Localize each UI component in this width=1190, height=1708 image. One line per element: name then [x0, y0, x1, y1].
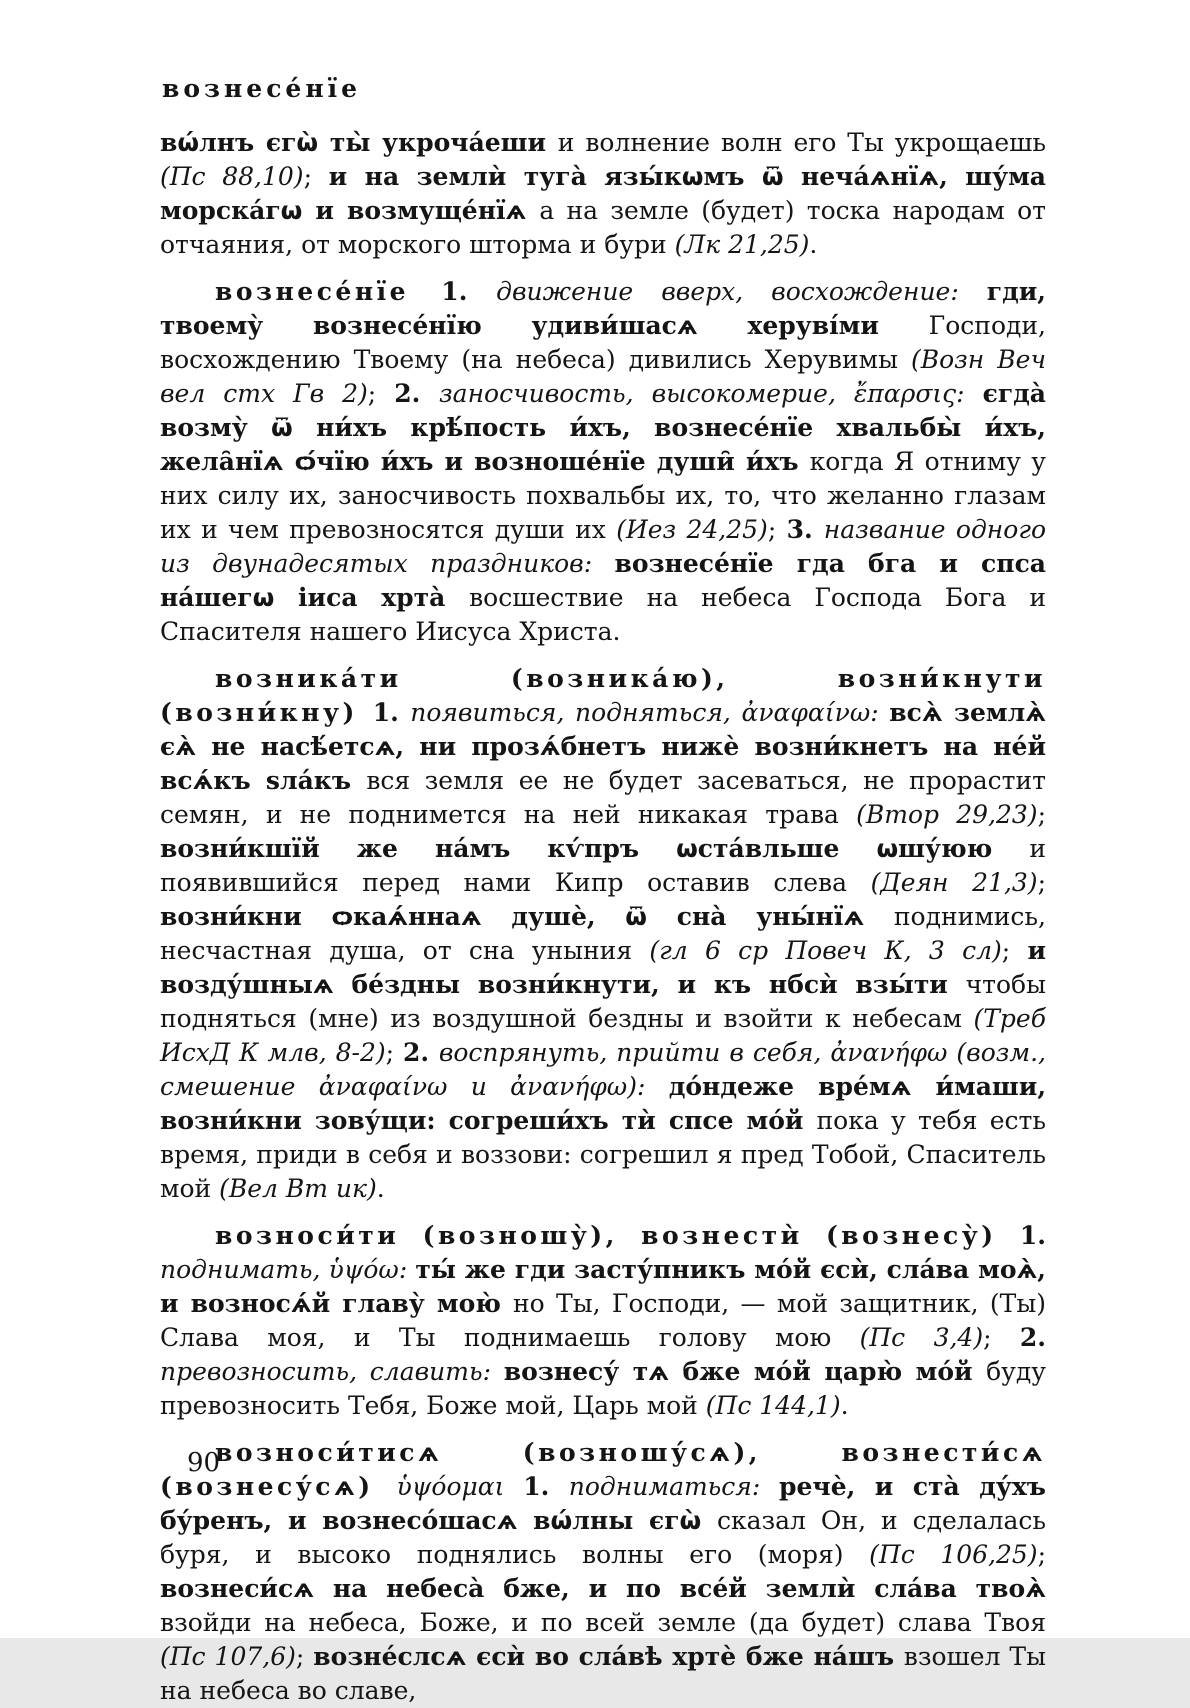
russian-translation: . [809, 230, 818, 259]
italic-gloss: поднимать, [160, 1255, 329, 1284]
church-slavonic-text: вѡ́лнъ єгѡ̀ ты̀ укроча́еши [160, 128, 558, 157]
russian-translation: . [840, 1391, 849, 1420]
russian-translation: ; [303, 162, 329, 191]
russian-translation: взошел Ты на небеса во славе, [160, 1642, 1047, 1705]
russian-translation: ; [1037, 1540, 1046, 1569]
italic-gloss: название одного из двунадесятых праздников: [160, 515, 1047, 578]
greek-term: ὑψόομαι [396, 1472, 524, 1501]
headword: возноси́ти (возношу̀), вознестѝ (вознесу̀) [215, 1221, 1020, 1250]
dictionary-entry [160, 1219, 1046, 1423]
italic-gloss: превозносить, славить: [160, 1357, 504, 1386]
greek-term: ἀνανήφω [510, 1072, 628, 1101]
church-slavonic-text: гди, твоему̀ вознесе́нїю удиви́шасѧ херуві́ми [160, 277, 1046, 340]
church-slavonic-text: и на землѝ туга̀ язы́кѡмъ ѿ неча́ѧнїѧ, шу́ма морска́гѡ и возмуще́нїѧ [160, 162, 1047, 225]
running-head: вознесе́нїе [162, 74, 362, 103]
russian-translation: но Ты, Господи, — мой защитник, (Ты) Слава моя, и Ты поднимаешь голову мою [160, 1289, 1046, 1352]
sense-number: 2. [403, 1038, 439, 1067]
sense-number: 3. [786, 515, 824, 544]
sense-number: 1. [1019, 1221, 1046, 1250]
source-reference: (Возн Веч вел стх Гв 2) [160, 345, 1046, 408]
church-slavonic-text: возни́кни ѻкаѧ́ннаѧ душѐ, ѿ сна̀ уны́нїѧ [160, 902, 894, 931]
russian-translation: взойди на небеса, Боже, и по всей земле (да будет) слава Твоя [160, 1608, 1046, 1637]
russian-translation: ; [295, 1642, 314, 1671]
russian-translation: ; [1037, 800, 1046, 829]
greek-term: ἔπαρσις: [853, 379, 983, 408]
italic-gloss: подниматься: [568, 1472, 780, 1501]
church-slavonic-text: вознесе́нїе гда бга и спса на́шегѡ іиса хрта̀ [160, 549, 1046, 612]
russian-translation: ; [1037, 868, 1046, 897]
source-reference: (Лк 21,25) [674, 230, 810, 259]
source-reference: (Пс 106,25) [869, 1540, 1038, 1569]
greek-term: ἀνανήφω [830, 1038, 957, 1067]
source-reference: (Втор 29,23) [856, 800, 1038, 829]
russian-translation: вся земля ее не будет засеваться, не прорастит семян, и не поднимется на ней никакая трава [160, 766, 1047, 829]
greek-term: ἀναφαίνω [318, 1072, 471, 1101]
headword: возника́ти (возника́ю), возни́кнути (возни́кну) [160, 664, 1046, 727]
source-reference: (Деян 21,3) [870, 868, 1038, 897]
source-reference: (Иез 24,25) [616, 515, 768, 544]
sense-number: 1. [372, 698, 411, 727]
sense-number: 2. [394, 379, 440, 408]
russian-translation: ; [1001, 936, 1028, 965]
italic-gloss: и [470, 1072, 511, 1101]
russian-translation: а на земле (будет) тоска народам от отчаяния, от морского шторма и бури [160, 196, 1046, 259]
continued-paragraph [160, 126, 1046, 262]
italic-gloss: ): [627, 1072, 669, 1101]
russian-translation: ; [385, 1038, 403, 1067]
church-slavonic-text: ты́ же гди засту́пникъ мо́й єсѝ, сла́ва моѧ̀, и возносѧ́й главу̀ мою̀ [160, 1255, 1047, 1318]
sense-number: 2. [1019, 1323, 1047, 1352]
russian-translation: когда Я отниму у них силу их, заносчивость похвальбы их, то, что желанно глазам их и чем превозносятся души их [160, 447, 1046, 544]
russian-translation: ; [767, 515, 787, 544]
russian-translation: буду превозносить Тебя, Боже мой, Царь мой [160, 1357, 1046, 1420]
italic-gloss: (возм., смешение [160, 1038, 1047, 1101]
page-number: 90 [187, 1448, 221, 1478]
russian-translation: ; [983, 1323, 1020, 1352]
russian-translation: и появившийся перед нами Кипр оставив слева [160, 834, 1046, 897]
page-body [160, 126, 1046, 1708]
russian-translation: восшествие на небеса Господа Бога и Спасителя нашего Иисуса Христа. [160, 583, 1046, 646]
russian-translation: пока у тебя есть время, приди в себя и воззови: согрешил я пред Тобой, Спаситель мой [160, 1106, 1047, 1203]
sense-number: 1. [523, 1472, 569, 1501]
dictionary-entry [160, 1436, 1046, 1708]
greek-term: ἀναφαίνω: [741, 698, 890, 727]
source-reference: (Пс 88,10) [160, 162, 304, 191]
church-slavonic-text: до́ндеже вре́мѧ и́маши, возни́кни зову́щи: согреши́хъ тѝ спсе мо́й [160, 1072, 1047, 1135]
source-reference: (Пс 3,4) [859, 1323, 984, 1352]
source-reference: (гл 6 ср Повеч К, 3 сл) [649, 936, 1002, 965]
russian-translation: сказал Он, и сделалась буря, и высоко поднялись волны его (моря) [160, 1506, 1046, 1569]
church-slavonic-text: возне́слсѧ єсѝ во сла́вѣ хртѐ бже на́шъ [313, 1642, 904, 1671]
russian-translation: ; [367, 379, 395, 408]
italic-gloss: движение вверх, восхождение: [496, 277, 987, 306]
source-reference: (Вел Вт ик) [219, 1174, 377, 1203]
russian-translation: Господи, восхождению Твоему (на небеса) дивились Херувимы [160, 311, 1046, 374]
church-slavonic-text: возни́кшїй же на́мъ кѵ́пръ ѡста́вльше ѡшу́юю [160, 834, 1030, 863]
headword: возноси́тисѧ (возношу́сѧ), вознести́сѧ (вознесу́сѧ) [160, 1438, 1046, 1501]
church-slavonic-text: всѧ̀ землѧ̀ єѧ̀ не насѣ́етсѧ, ни прозѧ́бнетъ нижѐ возни́кнетъ на не́й всѧ́къ ѕла́къ [160, 698, 1047, 795]
source-reference: (Пс 107,6) [160, 1642, 296, 1671]
italic-gloss: воспрянуть, прийти в себя, [438, 1038, 831, 1067]
sense-number: 1. [441, 277, 497, 306]
italic-gloss: появиться, подняться, [410, 698, 742, 727]
headword: вознесе́нїе [215, 277, 442, 306]
church-slavonic-text: речѐ, и ста̀ ду́хъ бу́ренъ, и вознесо́шасѧ вѡ́лны єгѡ̀ [160, 1472, 1046, 1535]
church-slavonic-text: и возду́шныѧ бе́здны возни́кнути, и къ нбсѝ взы́ти [160, 936, 1046, 999]
italic-gloss: заносчивость, высокомерие, [439, 379, 854, 408]
russian-translation: поднимись, несчастная душа, от сна уныния [160, 902, 1046, 965]
church-slavonic-text: вознесу́ тѧ бже мо́й царю̀ мо́й [503, 1357, 987, 1386]
russian-translation: и волнение волн его Ты укрощаешь [557, 128, 1046, 157]
church-slavonic-text: єгда̀ возму̀ ѿ ни́хъ крѣ́пость и́хъ, вознесе́нїе хвальбы̀ и́хъ, жела̑нїѧ ѻ́чїю и́хъ и возноше́нїе души̑ и́хъ [160, 379, 1046, 476]
russian-translation: . [376, 1174, 385, 1203]
russian-translation: чтобы подняться (мне) из воздушной бездны и взойти к небесам [160, 970, 1046, 1033]
dictionary-entry [160, 662, 1046, 1206]
greek-term: ὑψόω: [328, 1255, 416, 1284]
source-reference: (Треб ИсхД К млв, 8-2) [160, 1004, 1046, 1067]
source-reference: (Пс 144,1) [705, 1391, 841, 1420]
church-slavonic-text: вознеси́сѧ на небеса̀ бже, и по все́й землѝ сла́ва твоѧ̀ [160, 1574, 1046, 1603]
dictionary-entry [160, 275, 1046, 649]
